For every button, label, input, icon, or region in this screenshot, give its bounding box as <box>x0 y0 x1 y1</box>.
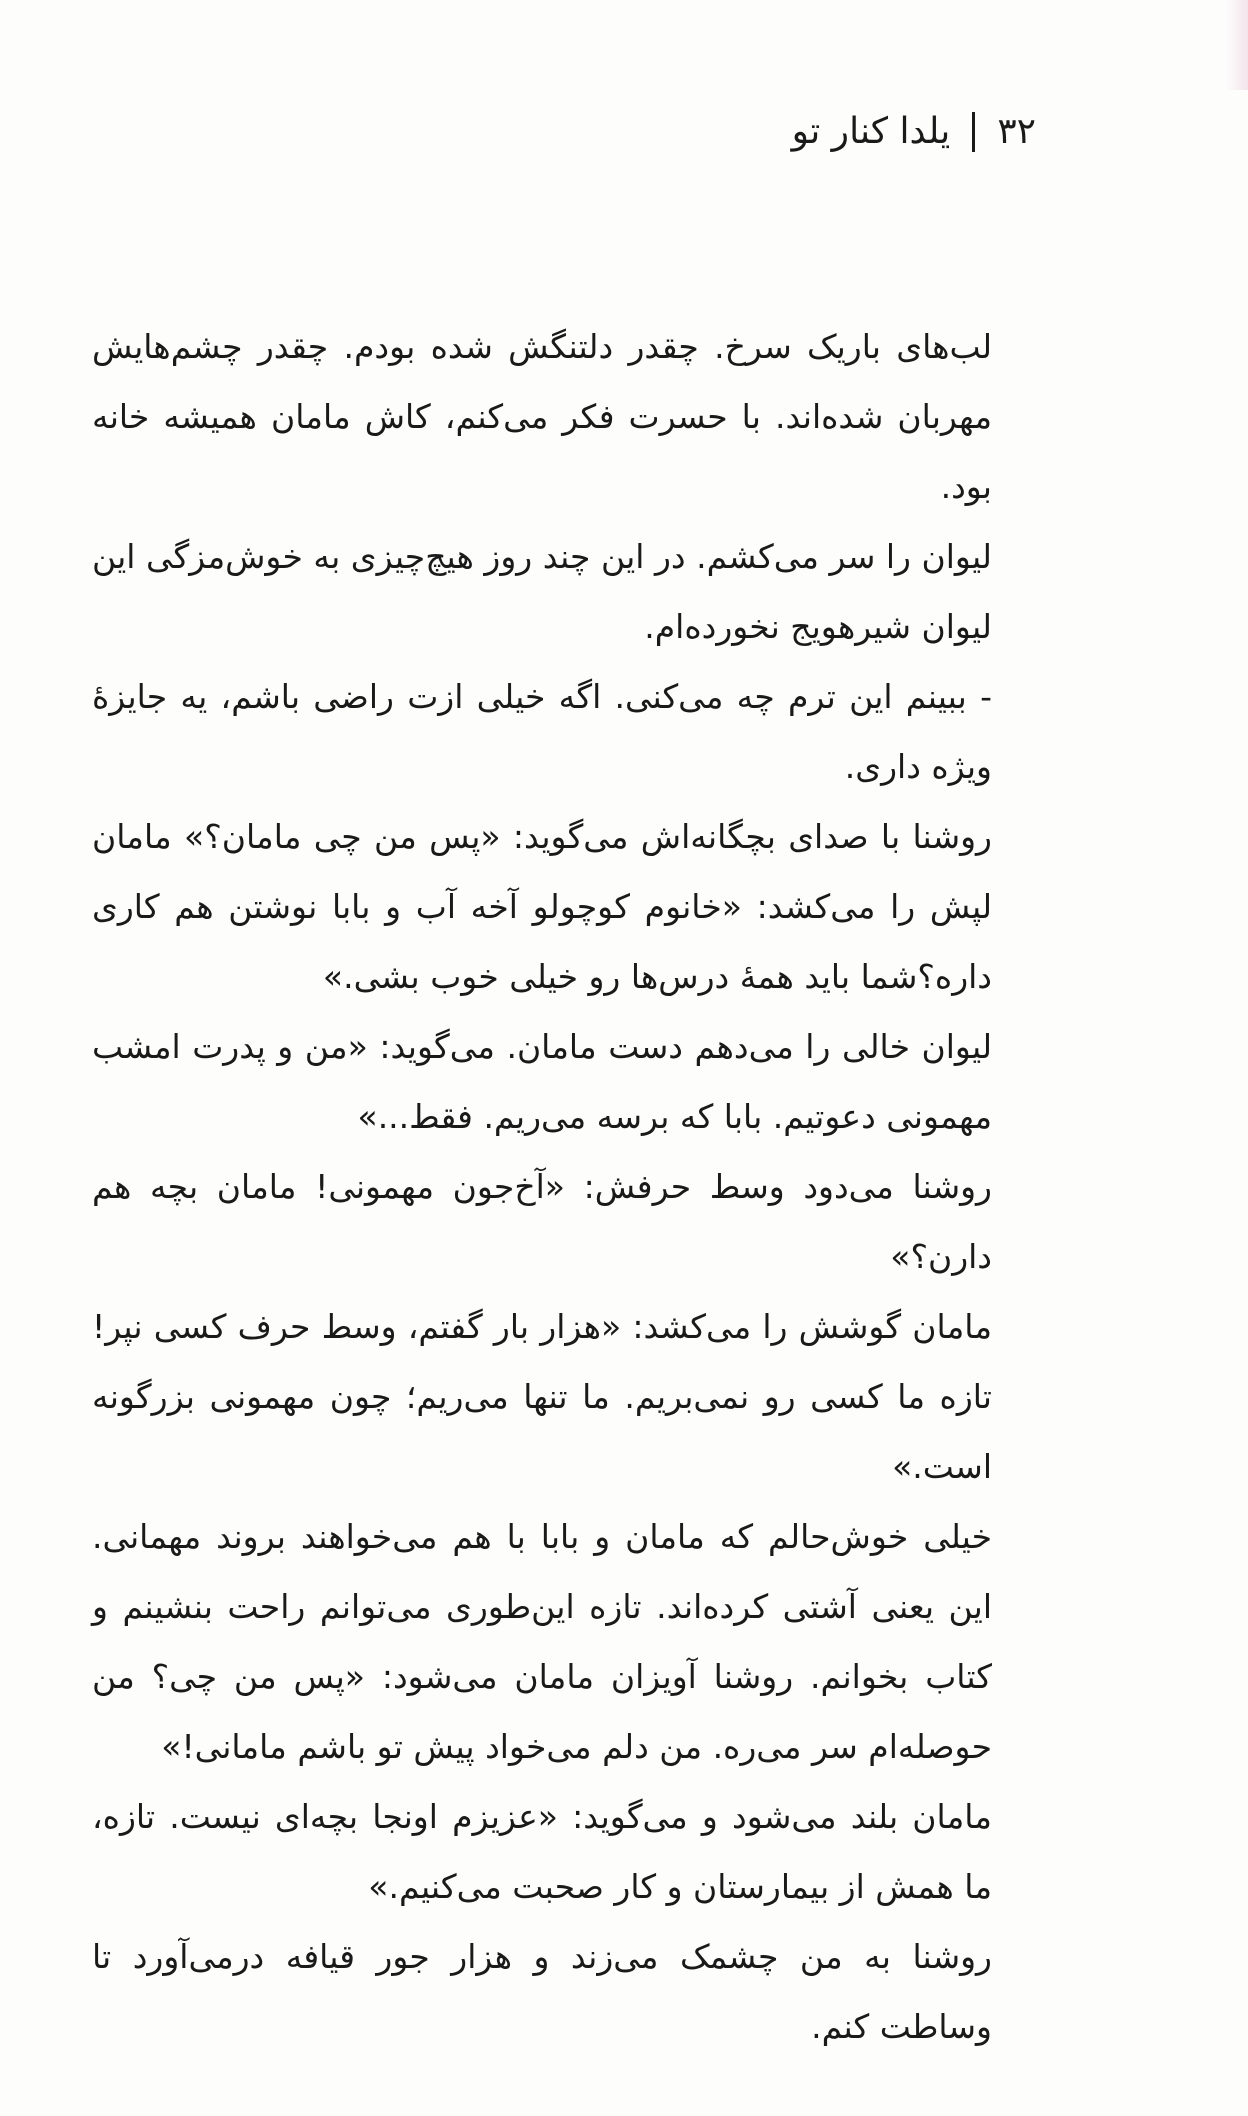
page-edge-mark <box>1226 0 1248 90</box>
page-number: ۳۲ <box>997 111 1036 152</box>
paragraph: مامان بلند می‌شود و می‌گوید: «عزیزم اونجا بچه‌ای نیست. تازه، ما همش از بیمارستان و کار صحبت می‌کنیم.» <box>92 1797 992 1906</box>
paragraph: لیوان را سر می‌کشم. در این چند روز هیچ‌چیزی به خوش‌مزگی این لیوان شیرهویج نخورده‌ام. <box>92 537 992 646</box>
paragraph: مامان گوشش را می‌کشد: «هزار بار گفتم، وسط حرف کسی نپر! تازه ما کسی رو نمی‌بریم. ما تنها می‌ریم؛ چون مهمونی بزرگونه است.» <box>92 1307 992 1486</box>
paragraph: لب‌های باریک سرخ. چقدر دلتنگش شده بودم. چقدر چشم‌هایش مهربان شده‌اند. با حسرت فکر می‌کنم، کاش مامان همیشه خانه بود. <box>92 327 992 506</box>
paragraph: روشنا می‌دود وسط حرفش: «آخ‌جون مهمونی! مامان بچه هم دارن؟» <box>92 1167 992 1276</box>
paragraph: خیلی خوش‌حالم که مامان و بابا با هم می‌خواهند بروند مهمانی. این یعنی آشتی کرده‌اند. تازه این‌طوری می‌توانم راحت بنشینم و کتاب بخوانم. روشنا آویزان مامان می‌شود: «پس من چی؟ من حوصله‌ام سر می‌ره. من دلم می‌خواد پیش تو باشم مامانی!» <box>92 1517 992 1766</box>
running-header <box>792 108 1036 156</box>
header-separator <box>972 112 975 152</box>
paragraph: روشنا به من چشمک می‌زند و هزار جور قیافه درمی‌آورد تا وساطت کنم. <box>92 1937 992 2046</box>
paragraph: - ببینم این ترم چه می‌کنی. اگه خیلی ازت راضی باشم، یه جایزهٔ ویژه داری. <box>92 677 992 786</box>
book-title: یلدا کنار تو <box>791 111 951 152</box>
paragraph: روشنا با صدای بچگانه‌اش می‌گوید: «پس من چی مامان؟» مامان لپش را می‌کشد: «خانوم کوچولو آخه آب و بابا نوشتن هم کاری داره؟شما باید همهٔ درس‌ها رو خیلی خوب بشی.» <box>92 817 992 996</box>
body-text <box>92 312 992 2062</box>
paragraph: لیوان خالی را می‌دهم دست مامان. می‌گوید: «من و پدرت امشب مهمونی دعوتیم. بابا که برسه می‌ریم. فقط...» <box>92 1027 992 1136</box>
